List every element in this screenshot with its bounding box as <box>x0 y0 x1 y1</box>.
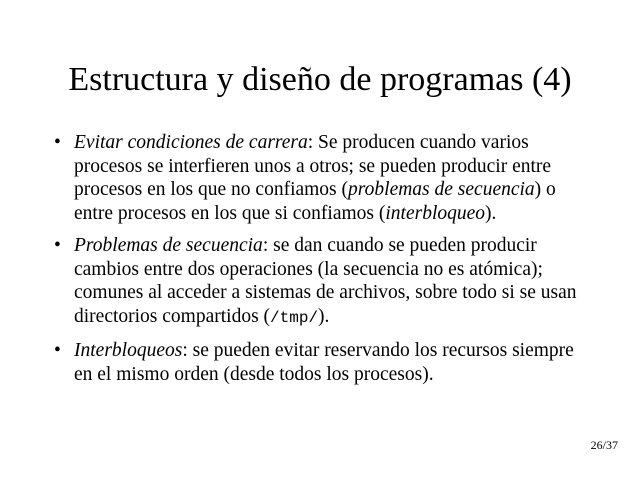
bullet-dot-icon: • <box>54 340 61 361</box>
bullet-item <box>52 339 592 386</box>
bullet-text: Interbloqueos: se pueden evitar reservando los recursos siempre en el mismo orden (desde todos los procesos). <box>74 340 574 385</box>
bullet-term: problemas de secuencia <box>348 179 535 200</box>
page-number: 26/37 <box>590 438 618 452</box>
bullet-item <box>52 131 592 225</box>
slide-title: Estructura y diseño de programas (4) <box>68 61 572 98</box>
bullet-item <box>52 234 592 330</box>
bullet-text: Problemas de secuencia: se dan cuando se pueden producir cambios entre dos operaciones (la secuencia no es atómica); comunes al acceder a sistemas de archivos, sobre todo si se usan directorios compartidos (/tmp/). <box>74 235 577 327</box>
bullet-dot-icon: • <box>54 132 61 153</box>
bullet-text: Evitar condiciones de carrera: Se producen cuando varios procesos se interfieren unos a otros; se pueden producir entre procesos en los que no confiamos (problemas de secuencia) o entre procesos en los que si confiamos (interbloqueo). <box>74 132 556 224</box>
bullet-term: Problemas de secuencia <box>74 235 263 256</box>
bullet-term: interbloqueo <box>385 202 486 224</box>
bullet-dot-icon: • <box>54 235 61 256</box>
code-path: /tmp/ <box>270 308 319 327</box>
bullet-term: Interbloqueos <box>74 340 183 361</box>
bullet-term: Evitar condiciones de carrera <box>74 132 308 153</box>
bullet-list <box>52 131 592 395</box>
